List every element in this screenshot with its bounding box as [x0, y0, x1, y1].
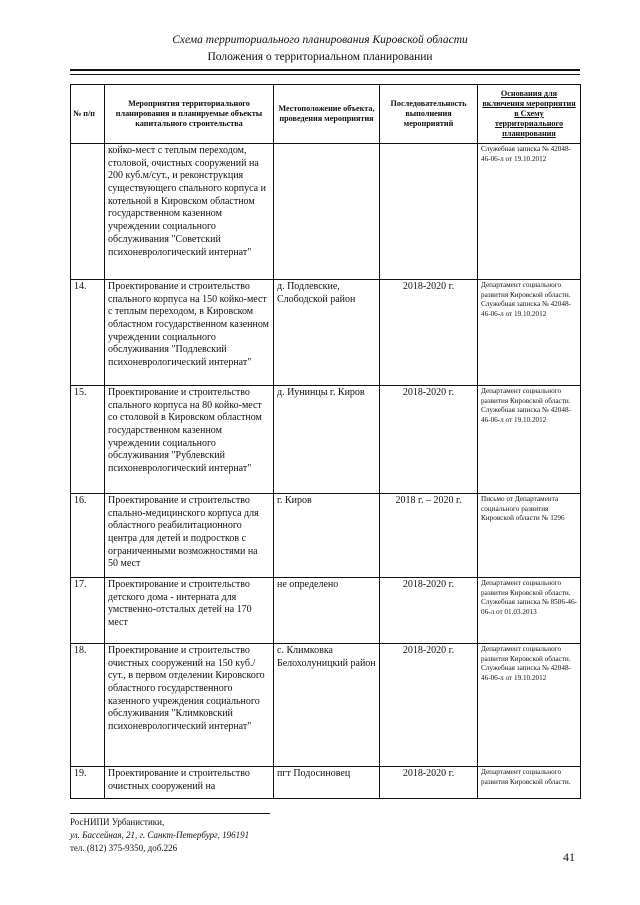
header-rule-thick — [70, 69, 580, 71]
document-header-title: Схема территориального планирования Кировской области — [172, 34, 468, 46]
row-location — [274, 144, 380, 280]
row-number: 14. — [71, 280, 105, 386]
row-location: д. Подлевские, Слободской район — [274, 280, 380, 386]
document-header-subtitle: Положения о территориальном планировании — [207, 51, 433, 63]
row-period: 2018-2020 г. — [380, 578, 478, 644]
row-description: Проектирование и строительство очистных сооружений на 150 куб./сут., в первом отделении Кировского областного государственного казенного учреждения социального обслуживания "Климковский психоневрологический интернат" — [105, 644, 274, 767]
page-number: 41 — [563, 850, 575, 864]
planning-measures-table — [70, 84, 581, 799]
table-row — [71, 494, 581, 578]
row-description: Проектирование и строительство очистных сооружений на — [105, 767, 274, 799]
row-number: 15. — [71, 386, 105, 494]
row-location: д. Иунинцы г. Киров — [274, 386, 380, 494]
row-period: 2018-2020 г. — [380, 280, 478, 386]
row-basis: Департамент социального развития Кировской области. Служебная записка № 42048-46-06-л от 19.10.2012 — [478, 644, 581, 767]
row-basis: Департамент социального развития Кировской области. Служебная записка № 8506-46-06-л от 01.03.2013 — [478, 578, 581, 644]
row-location: с. Климковка Белохолуницкий район — [274, 644, 380, 767]
row-period: 2018-2020 г. — [380, 767, 478, 799]
table-row — [71, 644, 581, 767]
footer-rule — [70, 813, 270, 814]
footer-phone: тел. (812) 375-9350, доб.226 — [70, 843, 178, 853]
row-number: 18. — [71, 644, 105, 767]
row-description: Проектирование и строительство детского дома - интерната для умственно-отсталых детей на 170 мест — [105, 578, 274, 644]
row-location: пгт Подосиновец — [274, 767, 380, 799]
row-basis: Письмо от Департамента социального развития Кировской области № 1296 — [478, 494, 581, 578]
column-header-sequence: Последовательность выполнения мероприятий — [380, 85, 478, 144]
column-header-measures: Мероприятия территориального планирования и планируемые объекты капитального строительства — [105, 85, 274, 144]
column-header-number: № п/п — [71, 85, 105, 144]
row-period: 2018-2020 г. — [380, 386, 478, 494]
row-period: 2018-2020 г. — [380, 644, 478, 767]
column-header-basis: Основания для включения мероприятия в Схему территориального планирования — [478, 85, 581, 144]
row-number: 17. — [71, 578, 105, 644]
row-number: 16. — [71, 494, 105, 578]
row-period — [380, 144, 478, 280]
row-number — [71, 144, 105, 280]
table-row — [71, 386, 581, 494]
row-period: 2018 г. – 2020 г. — [380, 494, 478, 578]
table-row — [71, 144, 581, 280]
row-basis: Департамент социального развития Кировской области. Служебная записка № 42048-46-06-л от 19.10.2012 — [478, 280, 581, 386]
row-description: койко-мест с теплым переходом, столовой, очистных сооружений на 200 куб.м/сут., и реконструкция существующего спального корпуса и котельной в Кировском областном государственном казенном учреждении социального обслуживания "Советский психоневрологический интернат" — [105, 144, 274, 280]
header-rule-thin — [70, 74, 580, 75]
footer-organization: РосНИПИ Урбанистики, — [70, 817, 165, 827]
table-row — [71, 767, 581, 799]
row-location: не определено — [274, 578, 380, 644]
row-location: г. Киров — [274, 494, 380, 578]
row-basis: Департамент социального развития Кировской области. Служебная записка № 42048-46-06-л от 19.10.2012 — [478, 386, 581, 494]
table-row — [71, 280, 581, 386]
table-row — [71, 578, 581, 644]
row-basis: Служебная записка № 42048-46-06-л от 19.10.2012 — [478, 144, 581, 280]
table-header-row — [71, 85, 581, 144]
column-header-location: Местоположение объекта, проведения мероприятия — [274, 85, 380, 144]
row-basis: Департамент социального развития Кировской области. — [478, 767, 581, 799]
row-description: Проектирование и строительство спального корпуса на 80 койко-мест со столовой в Кировском областном государственном казенном учреждении социального обслуживания "Рублевский психоневрологический интернат" — [105, 386, 274, 494]
footer-address: ул. Бассейная, 21, г. Санкт-Петербург, 196191 — [70, 830, 250, 840]
row-description: Проектирование и строительство спального корпуса на 150 койко-мест с теплым переходом, в Кировском областном государственном казенном учреждении социального обслуживания "Подлевский психоневрологический интернат" — [105, 280, 274, 386]
row-description: Проектирование и строительство спально-медицинского корпуса для областного реабилитационного центра для детей и подростков с ограниченными возможностями на 50 мест — [105, 494, 274, 578]
row-number: 19. — [71, 767, 105, 799]
